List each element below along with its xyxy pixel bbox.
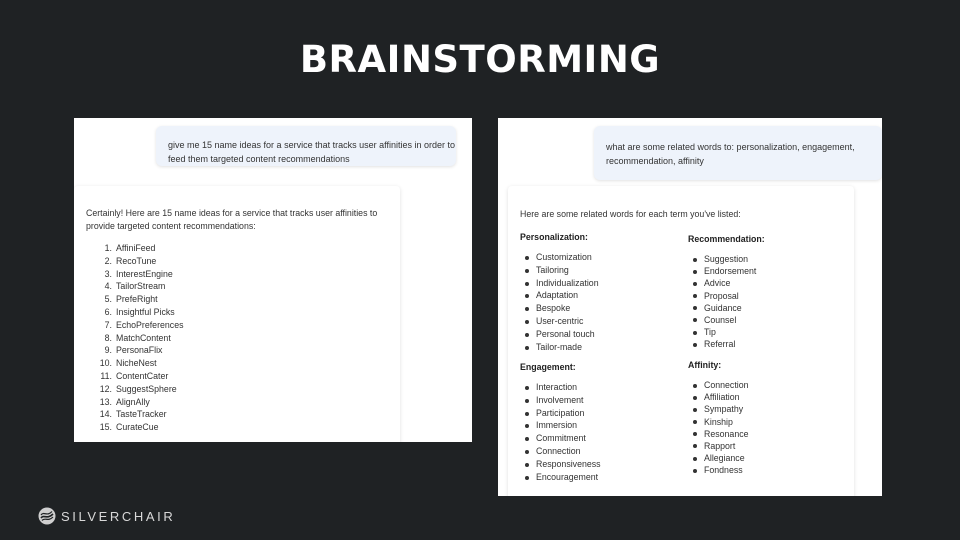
reply-intro: Certainly! Here are 15 name ideas for a service that tracks user affinities to provide targeted content recommendations: (86, 208, 378, 231)
related-word-item: Individualization (520, 277, 599, 290)
related-word-item: Proposal (688, 290, 765, 302)
name-idea-item (86, 268, 183, 281)
item-number: 4. (104, 281, 112, 292)
item-text: ContentCater (116, 370, 169, 381)
assistant-reply-card (508, 186, 854, 496)
related-word-item: Suggestion (688, 253, 765, 265)
item-number: 10. (99, 358, 112, 369)
item-number: 9. (104, 345, 112, 356)
name-idea-item (86, 306, 183, 319)
name-idea-item (86, 408, 183, 421)
related-word-item: Sympathy (688, 403, 749, 415)
name-idea-item (86, 293, 183, 306)
related-word-item: User-centric (520, 315, 599, 328)
silverchair-brand (38, 507, 175, 525)
related-word-item: Tip (688, 326, 765, 338)
related-word-item: Personal touch (520, 328, 599, 341)
chat-screenshot-related-words (498, 118, 882, 496)
name-idea-item (86, 255, 183, 268)
word-list (688, 253, 765, 351)
word-group-recommendation (688, 234, 765, 351)
chat-screenshot-names (74, 118, 472, 442)
item-number: 15. (99, 422, 112, 433)
related-word-item: Guidance (688, 302, 765, 314)
related-word-item: Tailoring (520, 264, 599, 277)
item-number: 6. (104, 306, 112, 317)
related-word-item: Adaptation (520, 289, 599, 302)
item-text: TasteTracker (116, 409, 167, 420)
item-number: 5. (104, 294, 112, 305)
related-word-item: Customization (520, 251, 599, 264)
item-text: MatchContent (116, 332, 171, 343)
name-idea-item (86, 383, 183, 396)
silverchair-logo-icon (38, 507, 56, 525)
related-word-item: Kinship (688, 416, 749, 428)
item-text: InterestEngine (116, 268, 173, 279)
user-prompt-bubble: give me 15 name ideas for a service that tracks user affinities in order to feed them targeted content recommendations (156, 126, 456, 166)
assistant-reply-card (74, 186, 400, 442)
word-group-affinity (688, 360, 749, 477)
related-word-item: Tailor-made (520, 341, 599, 354)
group-heading: Affinity: (688, 360, 722, 370)
user-prompt-bubble: what are some related words to: personalization, engagement, recommendation, affinity (594, 126, 882, 180)
related-word-item: Referral (688, 338, 765, 350)
item-text: TailorStream (116, 281, 166, 292)
reply-intro: Here are some related words for each term you've listed: (520, 209, 741, 219)
item-number: 13. (99, 396, 112, 407)
related-word-item: Participation (520, 407, 601, 420)
name-idea-item (86, 332, 183, 345)
item-number: 7. (104, 319, 112, 330)
item-text: Insightful Picks (116, 306, 175, 317)
slide-title: BRAINSTORMING (299, 38, 661, 81)
item-number: 11. (100, 370, 112, 381)
name-idea-item (86, 280, 183, 293)
brand-name: SILVERCHAIR (61, 508, 176, 524)
item-text: PersonaFlix (116, 345, 163, 356)
related-word-item: Involvement (520, 394, 601, 407)
item-number: 3. (104, 268, 112, 279)
item-number: 2. (104, 255, 112, 266)
related-word-item: Allegiance (688, 452, 749, 464)
name-idea-item (86, 370, 183, 383)
related-word-item: Fondness (688, 464, 749, 476)
item-number: 12. (99, 383, 112, 394)
related-word-item: Counsel (688, 314, 765, 326)
related-word-item: Responsiveness (520, 458, 601, 471)
group-heading: Recommendation: (688, 234, 765, 244)
item-text: PrefeRight (116, 294, 158, 305)
word-group-engagement (520, 362, 601, 483)
item-text: AlignAlly (116, 396, 150, 407)
related-word-item: Affiliation (688, 391, 749, 403)
group-heading: Engagement: (520, 362, 576, 372)
related-word-item: Resonance (688, 428, 749, 440)
name-idea-item (86, 357, 183, 370)
name-idea-item (86, 242, 183, 255)
item-number: 14. (99, 409, 112, 420)
item-text: RecoTune (116, 255, 157, 266)
related-word-item: Rapport (688, 440, 749, 452)
group-heading: Personalization: (520, 232, 588, 242)
word-list (520, 251, 599, 353)
related-word-item: Encouragement (520, 471, 601, 484)
related-word-item: Endorsement (688, 265, 765, 277)
name-idea-item (86, 344, 183, 357)
word-group-personalization (520, 232, 599, 353)
related-word-item: Commitment (520, 432, 601, 445)
item-text: AffiniFeed (116, 243, 156, 253)
item-number: 8. (104, 332, 112, 343)
item-text: CurateCue (116, 422, 159, 433)
item-text: EchoPreferences (116, 319, 184, 330)
related-word-item: Bespoke (520, 302, 599, 315)
related-word-item: Connection (688, 379, 749, 391)
related-word-item: Connection (520, 445, 601, 458)
name-idea-item (86, 319, 183, 332)
related-word-item: Immersion (520, 419, 601, 432)
item-number: 1. (104, 243, 112, 253)
item-text: NicheNest (116, 358, 157, 369)
name-idea-item (86, 421, 183, 434)
word-list (688, 379, 749, 477)
related-word-item: Advice (688, 277, 765, 289)
word-list (520, 381, 601, 483)
related-word-item: Interaction (520, 381, 601, 394)
name-idea-item (86, 396, 183, 409)
item-text: SuggestSphere (116, 383, 177, 394)
name-ideas-list (86, 242, 183, 434)
